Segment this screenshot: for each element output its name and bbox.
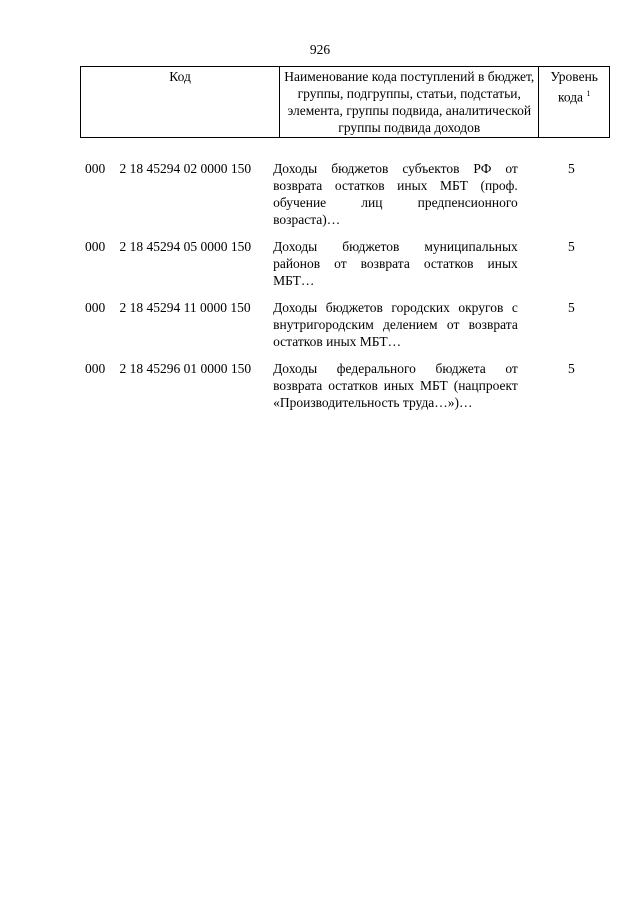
table-header — [80, 66, 610, 138]
page-number: 926 — [309, 42, 331, 57]
admin-code: 000 — [85, 300, 106, 315]
table-row — [85, 299, 605, 350]
revenue-description: Доходы бюджетов муниципальных районов от возврата остатков иных МБТ… — [273, 239, 518, 288]
table-row — [85, 238, 605, 289]
code-level: 5 — [568, 361, 575, 376]
code-level: 5 — [568, 161, 575, 176]
revenue-code: 2 18 45294 05 0000 150 — [119, 239, 252, 254]
header-level: Уровень кода $^1$ — [539, 67, 610, 138]
revenue-description: Доходы бюджетов городских округов с внутригородским делением от возврата остатков иных МБТ… — [273, 300, 518, 349]
code-level: 5 — [568, 239, 575, 254]
header-name: Наименование кода поступлений в бюджет, группы, подгруппы, статьи, подстатьи, элемента, группы подвида, аналитической группы подвида доходов — [280, 67, 539, 138]
revenue-description: Доходы бюджетов субъектов РФ от возврата остатков иных МБТ (проф. обучение лиц предпенсионного возраста)… — [273, 161, 518, 227]
revenue-code: 2 18 45294 02 0000 150 — [119, 161, 252, 176]
revenue-description: Доходы федерального бюджета от возврата остатков иных МБТ (нацпроект «Производительность труда…»)… — [273, 361, 518, 410]
admin-code: 000 — [85, 361, 106, 376]
table-body — [85, 160, 605, 421]
table-row — [85, 160, 605, 228]
code-level: 5 — [568, 300, 575, 315]
revenue-code: 2 18 45294 11 0000 150 — [119, 300, 251, 315]
table-row — [85, 360, 605, 411]
admin-code: 000 — [85, 161, 106, 176]
footnote-mark: 1 — [586, 89, 591, 98]
revenue-code: 2 18 45296 01 0000 150 — [119, 361, 252, 376]
header-code: Код — [81, 67, 280, 138]
admin-code: 000 — [85, 239, 106, 254]
